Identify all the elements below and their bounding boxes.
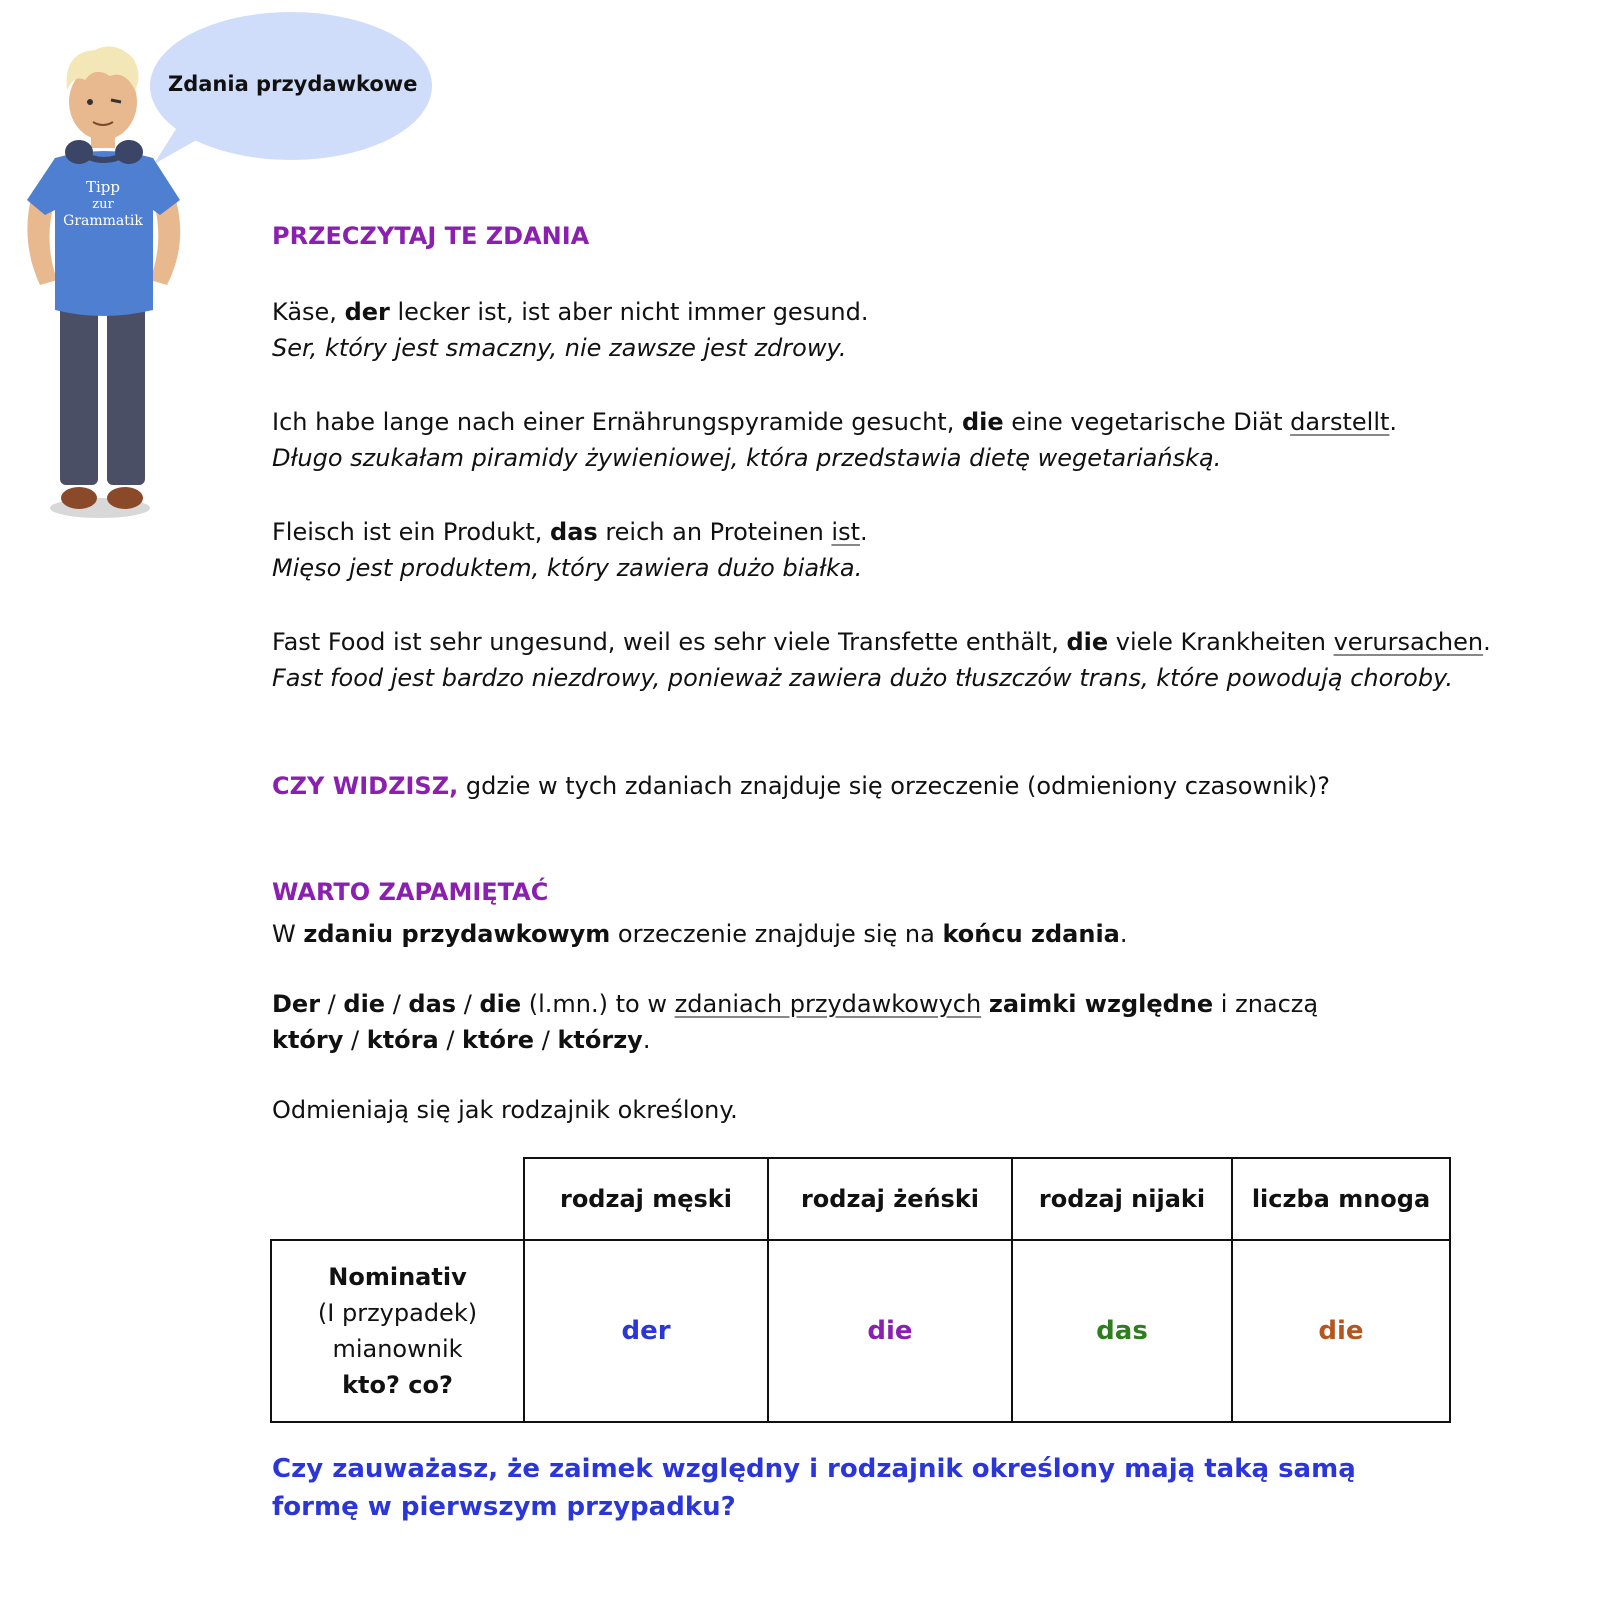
final-question-line-1: Czy zauważasz, że zaimek względny i rodzajnik określony mają taką samą <box>272 1454 1356 1484</box>
sentence-2-de: Ich habe lange nach einer Ernährungspyramide gesucht, die eine vegetarische Diät darstellt. <box>272 408 1398 436</box>
table-header-row <box>271 1158 1450 1240</box>
table-row <box>271 1240 1450 1422</box>
mascot-illustration <box>15 40 195 530</box>
remember-paragraph-1: W zdaniu przydawkowym orzeczenie znajduje się na końcu zdania. <box>272 920 1128 948</box>
remember-heading: WARTO ZAPAMIĘTAĆ <box>272 878 549 906</box>
case-polish-name: mianownik <box>332 1335 463 1363</box>
row-header-nominativ <box>271 1240 524 1422</box>
sentence-1-pl: Ser, który jest smaczny, nie zawsze jest zdrowy. <box>272 334 847 362</box>
column-header-feminine: rodzaj żeński <box>768 1158 1012 1240</box>
final-question <box>272 1450 1356 1526</box>
sentence-4-pl: Fast food jest bardzo niezdrowy, ponieważ zawiera dużo tłuszczów trans, które powodują choroby. <box>272 664 1454 692</box>
remember-paragraph-4: Odmieniają się jak rodzajnik określony. <box>272 1096 738 1124</box>
cell-feminine: die <box>768 1240 1012 1422</box>
table-corner-cell <box>271 1158 524 1240</box>
see-question: CZY WIDZISZ, gdzie w tych zdaniach znajduje się orzeczenie (odmieniony czasownik)? <box>272 772 1330 800</box>
shirt-text-1: Tipp <box>85 178 121 196</box>
column-header-neuter: rodzaj nijaki <box>1012 1158 1232 1240</box>
shirt-text-3: Grammatik <box>63 213 143 229</box>
sentence-2-pl: Długo szukałam piramidy żywieniowej, która przedstawia dietę wegetariańską. <box>272 444 1222 472</box>
sentence-1-de: Käse, der lecker ist, ist aber nicht immer gesund. <box>272 298 869 326</box>
case-name: Nominativ <box>328 1263 467 1291</box>
remember-paragraph-2: Der / die / das / die (l.mn.) to w zdaniach przydawkowych zaimki względne i znaczą <box>272 990 1319 1018</box>
final-question-line-2: formę w pierwszym przypadku? <box>272 1492 736 1522</box>
cell-masculine: der <box>524 1240 768 1422</box>
read-heading: PRZECZYTAJ TE ZDANIA <box>272 222 590 250</box>
cell-neuter: das <box>1012 1240 1232 1422</box>
column-header-plural: liczba mnoga <box>1232 1158 1450 1240</box>
remember-paragraph-3: który / która / które / którzy. <box>272 1026 651 1054</box>
case-polish: (I przypadek) <box>317 1299 478 1327</box>
column-header-masculine: rodzaj męski <box>524 1158 768 1240</box>
sentence-3-pl: Mięso jest produktem, który zawiera dużo białka. <box>272 554 863 582</box>
sentence-3-de: Fleisch ist ein Produkt, das reich an Proteinen ist. <box>272 518 868 546</box>
sentence-4-de: Fast Food ist sehr ungesund, weil es sehr viele Transfette enthält, die viele Krankheiten verursachen. <box>272 628 1491 656</box>
declension-table <box>270 1157 1451 1423</box>
bubble-title: Zdania przydawkowe <box>168 72 418 96</box>
case-question: kto? co? <box>342 1371 453 1399</box>
cell-plural: die <box>1232 1240 1450 1422</box>
shirt-text-2: zur <box>92 197 114 212</box>
